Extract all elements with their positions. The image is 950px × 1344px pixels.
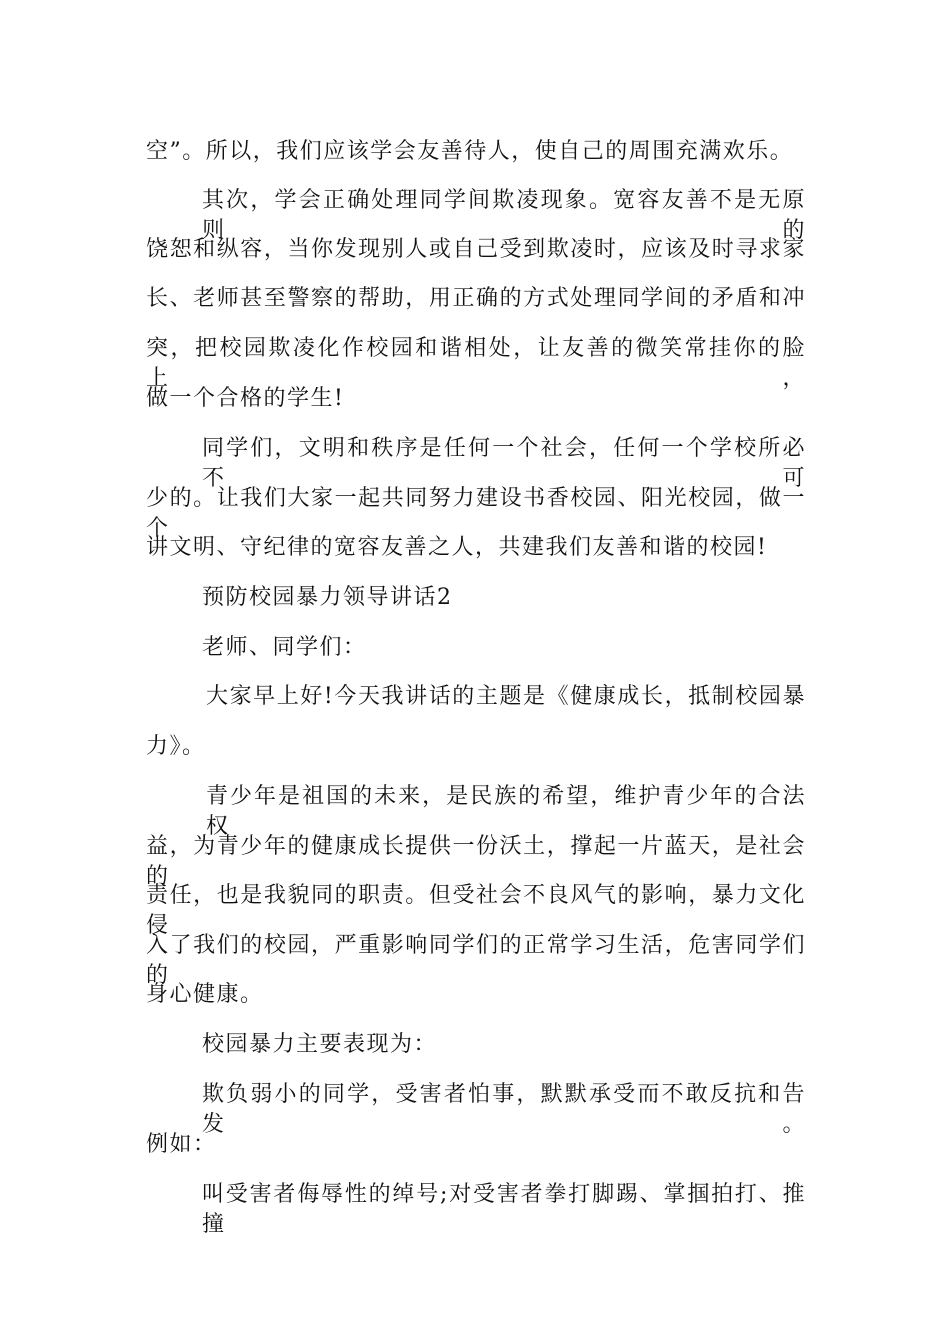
- paragraph-start-line: 大家早上好!今天我讲话的主题是《健康成长，抵制校园暴: [206, 684, 806, 709]
- salutation: 老师、同学们：: [202, 635, 367, 660]
- paragraph-start-line: 欺负弱小的同学，受害者怕事，默默承受而不敢反抗和告发。: [202, 1082, 806, 1137]
- text-line: 少的。让我们大家一起共同努力建设书香校园、阳光校园，做一个: [146, 486, 806, 541]
- paragraph-start-line: 校园暴力主要表现为：: [202, 1032, 438, 1057]
- paragraph-start-line: 青少年是祖国的未来，是民族的希望，维护青少年的合法权: [206, 784, 806, 839]
- text-line: 责任，也是我貌同的职责。但受社会不良风气的影响，暴力文化侵: [146, 883, 806, 938]
- text-line: 益，为青少年的健康成长提供一份沃土，撑起一片蓝天，是社会的: [146, 834, 806, 889]
- text-line: 突，把校园欺凌化作校园和谐相处，让友善的微笑常挂你的脸上，: [146, 336, 806, 391]
- text-line: 入了我们的校园，严重影响同学们的正常学习生活，危害同学们的: [146, 933, 806, 988]
- text-line: 讲文明、守纪律的宽容友善之人，共建我们友善和谐的校园!: [146, 535, 768, 560]
- paragraph-start-line: 其次，学会正确处理同学间欺凌现象。宽容友善不是无原则的: [202, 188, 806, 243]
- text-line: 饶恕和纵容，当你发现别人或自己受到欺凌时，应该及时寻求家: [146, 237, 806, 262]
- text-line: 长、老师甚至警察的帮助，用正确的方式处理同学间的矛盾和冲: [146, 286, 806, 311]
- text-line: 空”。所以，我们应该学会友善待人，使自己的周围充满欢乐。: [146, 139, 794, 164]
- paragraph-start-line: 同学们，文明和秩序是任何一个社会，任何一个学校所必不可: [202, 436, 806, 491]
- section-heading: 预防校园暴力领导讲话2: [202, 585, 453, 610]
- paragraph-start-line: 叫受害者侮辱性的绰号;对受害者拳打脚踢、掌掴拍打、推撞: [202, 1182, 806, 1237]
- text-line: 例如：: [146, 1132, 217, 1157]
- text-line: 身心健康。: [146, 982, 264, 1007]
- text-line: 力》。: [146, 734, 206, 759]
- text-line: 做一个合格的学生!: [146, 386, 345, 411]
